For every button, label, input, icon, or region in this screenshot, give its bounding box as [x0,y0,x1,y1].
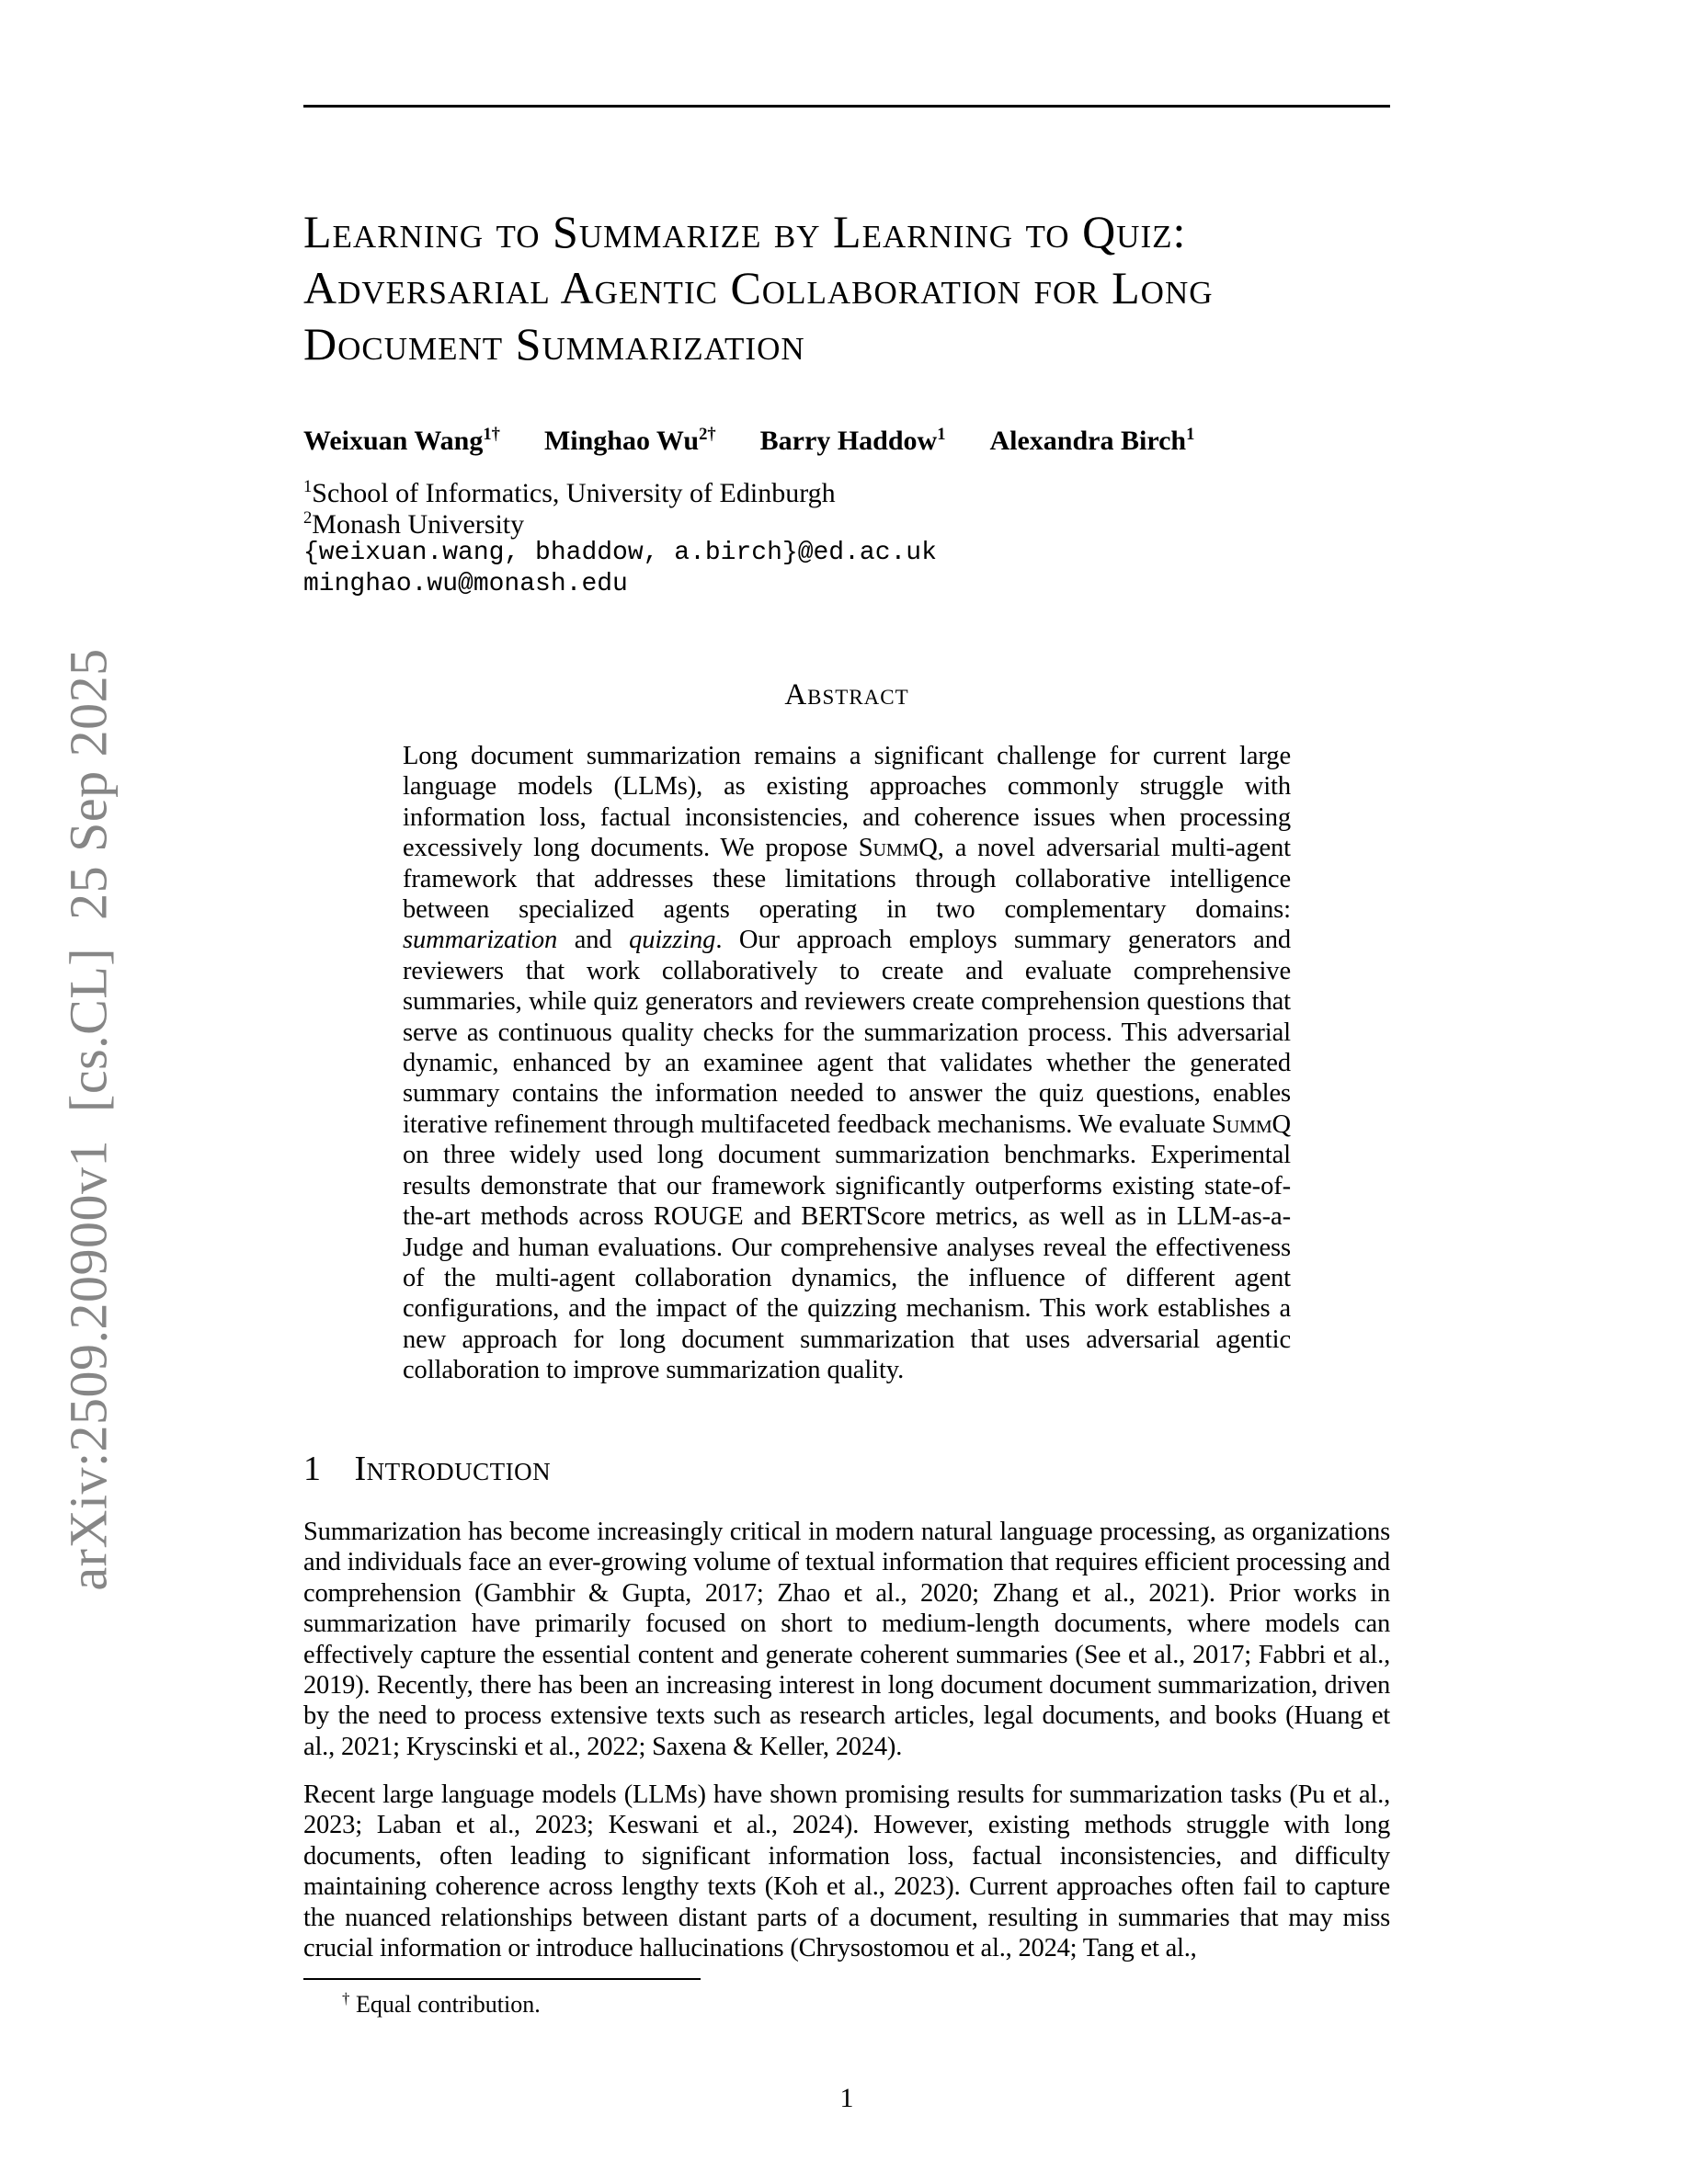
page-number: 1 [839,2083,854,2113]
footnote-symbol: † [342,1989,350,2008]
footnote-rule [303,1978,701,1980]
section-heading-introduction [303,1449,551,1489]
abstract-text: Long document summarization remains a significant challenge for current large language models (LLMs), as existing approaches commonly struggle with information loss, factual inconsistencies, and coherence issues when processing excessively long documents. We propose SummQ, a novel adversarial multi-agent framework that addresses these limitations through collaborative intelligence between specialized agents operating in two complementary domains: summarization and quizzing. Our approach employs summary generators and reviewers that work collaboratively to create and evaluate comprehensive summaries, while quiz generators and reviewers create comprehension questions that serve as continuous quality checks for the summarization process. This adversarial dynamic, enhanced by an examinee agent that validates whether the generated summary contains the information needed to answer the quiz questions, enables iterative refinement through multifaceted feedback mechanisms. We evaluate SummQ on three widely used long document summarization benchmarks. Experimental results demonstrate that our framework significantly outperforms existing state-of-the-art methods across ROUGE and BERTScore metrics, as well as in LLM-as-a-Judge and human evaluations. Our comprehensive analyses reveal the effectiveness of the multi-agent collaboration dynamics, the influence of different agent configurations, and the impact of the quizzing mechanism. This work establishes a new approach for long document summarization that uses adversarial agentic collaboration to improve summarization quality. [403,742,1292,1385]
title-line: Adversarial Agentic Collaboration for Long [303,262,1214,313]
section-title: Introduction [354,1450,552,1488]
author: Barry Haddow$^1$ [759,425,946,456]
arxiv-watermark: arXiv:2509.20900v1 [cs.CL] 25 Sep 2025 [58,648,119,1591]
title-line: Learning to Summarize by Learning to Quiz: [303,206,1187,257]
section-number: 1 [303,1450,322,1488]
affiliation-list [303,478,836,540]
author-list [303,425,1238,458]
footnote [303,1991,1429,2019]
author: Weixuan Wang$^{1\dagger}$ [303,425,500,456]
author: Alexandra Birch$^1$ [989,425,1195,456]
title-line: Document Summarization [303,318,805,370]
email-line: {weixuan.wang, bhaddow, a.birch}@ed.ac.uk [303,539,937,567]
abstract-heading: Abstract [784,678,909,711]
header-rule [303,105,1390,108]
affiliation: $^1$School of Informatics, University of Edinburgh [303,477,836,508]
email-line: minghao.wu@monash.edu [303,570,628,598]
email-list [303,538,937,600]
author: Minghao $Wu^{2\dagger}$ [543,425,716,456]
footnote-text: Equal contribution. [355,1991,541,2018]
intro-paragraph-1: Summarization has become increasingly critical in modern natural language processing, as organizations and individuals face an ever-growing volume of textual information that requires efficient processing and comprehension (Gambhir & Gupta, 2017; Zhao et al., 2020; Zhang et al., 2021). Prior works in summarization have primarily focused on short to medium-length documents, where models can effectively capture the essential content and generate coherent summaries (See et al., 2017; Fabbri et al., 2019). Recently, there has been an increasing interest in long document document summarization, driven by the need to process extensive texts such as research articles, legal documents, and books (Huang et al., 2021; Kryscinski et al., 2022; Saxena & Keller, 2024). [303,1518,1390,1761]
paper-title [303,204,1390,372]
intro-paragraph-2: Recent large language models (LLMs) have shown promising results for summarization tasks (Pu et al., 2023; Laban et al., 2023; Keswani et al., 2024). However, existing methods struggle with long documents, often leading to significant information loss, factual inconsistencies, and difficulty maintaining coherence across lengthy texts (Koh et al., 2023). Current approaches often fail to capture the nuanced relationships between distant parts of a document, resulting in summaries that may miss crucial information or introduce hallucinations (Chrysostomou et al., 2024; Tang et al., [303,1780,1390,1963]
affiliation: $^2$Monash University [303,508,525,540]
